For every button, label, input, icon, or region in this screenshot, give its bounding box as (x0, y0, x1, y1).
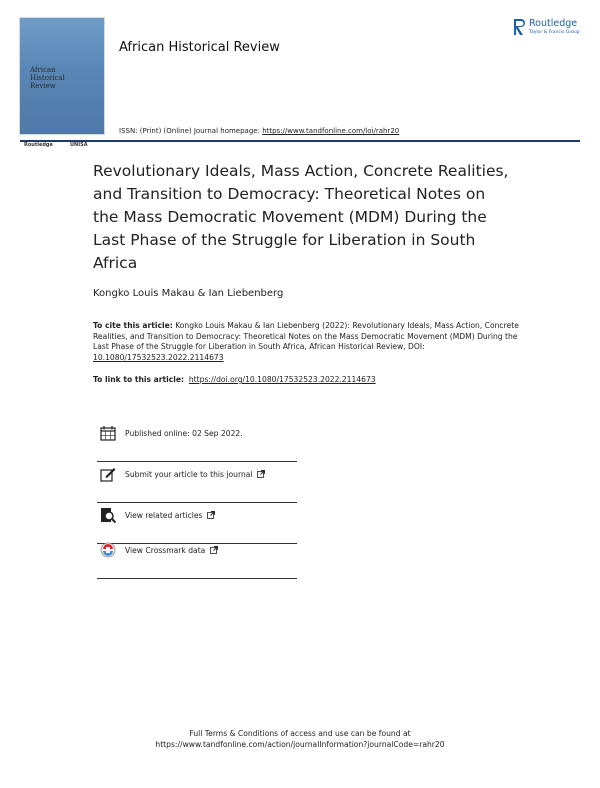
article-authors: Kongko Louis Makau & Ian Liebenberg (93, 288, 284, 299)
issn-line (119, 127, 399, 135)
link-label: To link to this article: (93, 375, 185, 384)
crossmark-row[interactable] (97, 538, 297, 579)
crossmark-icon (100, 542, 116, 558)
cover-unisa-logo: UNISA (70, 142, 88, 148)
routledge-r-icon (513, 18, 527, 36)
cite-text: Kongko Louis Makau & Ian Liebenberg (2022): Revolutionary Ideals, Mass Action, Concrete Realities, and Transition to Democracy: Theoretical Notes on the Mass Democratic Movement (MDM) During the Last Phase of the Struggle for Liberation in South Africa, African Historical Review, DOI: (93, 321, 519, 352)
article-link-line (93, 375, 376, 384)
external-link-icon (210, 546, 218, 554)
article-doi-url[interactable]: https://doi.org/10.1080/17532523.2022.2114673 (188, 375, 376, 384)
related-articles-link[interactable]: View related articles (125, 511, 215, 520)
external-link-icon (257, 470, 265, 478)
journal-cover-thumbnail (20, 18, 104, 148)
doi-link[interactable]: 10.1080/17532523.2022.2114673 (93, 353, 224, 363)
cover-title: African Historical Review (30, 66, 65, 90)
terms-footer (0, 728, 600, 750)
publisher-name: Routledge (529, 18, 578, 29)
published-date: Published online: 02 Sep 2022. (125, 429, 243, 438)
header-divider (20, 140, 580, 142)
submit-row[interactable] (97, 462, 297, 503)
article-title: Revolutionary Ideals, Mass Action, Concrete Realities, and Transition to Democracy: Theoretical Notes on the Mass Democratic Movement (MDM) During the Last Phase of the Struggle for Liberation in South Africa (93, 162, 509, 272)
external-link-icon (207, 511, 215, 519)
issn-label: ISSN: (Print) (Online) Journal homepage: (119, 127, 260, 135)
edit-icon (100, 466, 116, 482)
published-row (97, 421, 297, 462)
related-articles-icon (100, 507, 116, 523)
cover-routledge-logo: Routledge (24, 142, 53, 148)
journal-title: African Historical Review (119, 40, 280, 55)
publisher-tagline: Taylor & Francis Group (529, 30, 580, 35)
crossmark-link[interactable]: View Crossmark data (125, 546, 218, 555)
citation-block (93, 321, 533, 364)
terms-line: Full Terms & Conditions of access and use can be found at (189, 729, 411, 738)
journal-homepage-link[interactable]: https://www.tandfonline.com/loi/rahr20 (262, 127, 400, 135)
publisher-logo (513, 18, 593, 42)
terms-url[interactable]: https://www.tandfonline.com/action/journalInformation?journalCode=rahr20 (155, 740, 445, 749)
submit-article-link[interactable]: Submit your article to this journal (125, 470, 265, 479)
cite-label: To cite this article: (93, 321, 173, 330)
calendar-icon (100, 425, 116, 441)
